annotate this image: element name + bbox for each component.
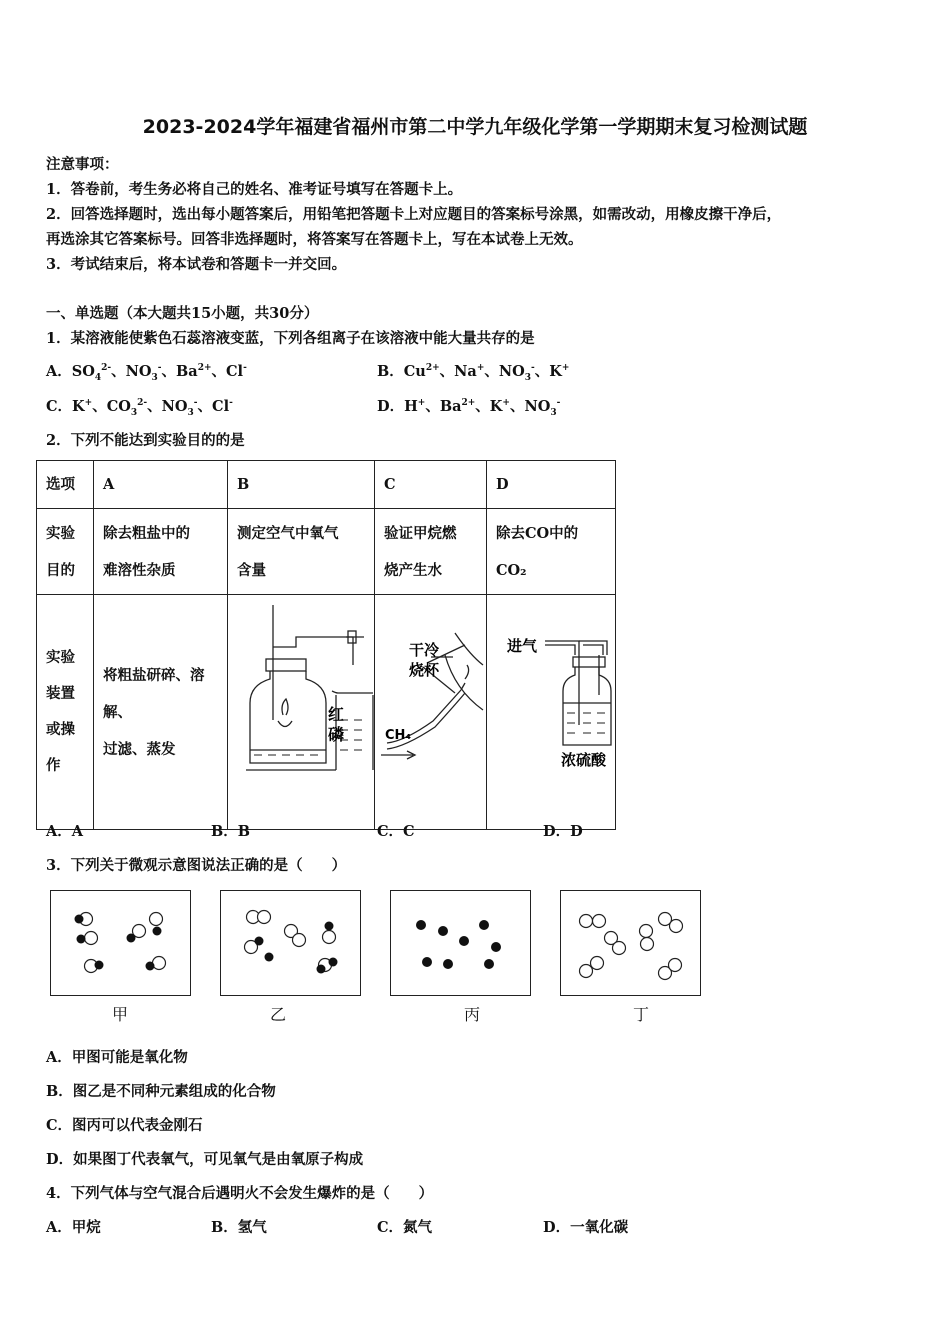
diagram-jia (50, 890, 191, 996)
red-phosphorus-label: 红 (328, 705, 345, 724)
diagram-bing (390, 890, 531, 996)
page-title: 2023-2024学年福建省福州市第二中学九年级化学第一学期期末复习检测试题 (142, 116, 808, 138)
cold-beaker-label: 干冷 (409, 641, 440, 659)
diagram-caption-bing: 丙 (464, 1005, 481, 1024)
device-a-cell: 将粗盐研碎、溶 解、 过滤、蒸发 (94, 595, 228, 830)
methane-combustion-figure (375, 595, 486, 815)
q3-option-a: A．甲图可能是氧化物 (46, 1049, 188, 1066)
purpose-label-cell: 实验 目的 (37, 509, 94, 595)
conc-sulfuric-acid-label: 浓硫酸 (561, 751, 607, 769)
device-label-cell: 实验 装置 或操 作 (37, 595, 94, 830)
purpose-b-cell: 测定空气中氧气 含量 (228, 509, 375, 595)
q3-stem: 3．下列关于微观示意图说法正确的是（ ） (46, 857, 347, 874)
table-header-cell: 选项 (37, 461, 94, 509)
diagram-caption-yi: 乙 (270, 1005, 287, 1024)
purpose-a-cell: 除去粗盐中的 难溶性杂质 (94, 509, 228, 595)
table-header-cell: C (375, 461, 487, 509)
notice-item-2b: 再选涂其它答案标号。回答非选择题时，将答案写在答题卡上，写在本试卷上无效。 (46, 231, 583, 248)
q1-option-d: D．H+、$Ba^{2+}$、K+、$NO_3^-$ (377, 398, 561, 418)
q4-option-a: A．甲烷 (46, 1219, 101, 1236)
experiment-table (36, 460, 616, 830)
device-d-cell (487, 595, 616, 830)
table-header-cell: B (228, 461, 375, 509)
q1-option-c: C．K+、$CO_3^{2-}$、$NO_3^-$、Cl- (46, 398, 233, 418)
q3-option-c: C．图丙可以代表金刚石 (46, 1117, 203, 1134)
device-c-cell (375, 595, 487, 830)
q4-option-b: B．氢气 (211, 1219, 267, 1236)
q2-option-d: D．D (543, 823, 583, 840)
notice-item-1: 1．答卷前，考生务必将自己的姓名、准考证号填写在答题卡上。 (46, 181, 463, 198)
diagram-yi (220, 890, 361, 996)
red-phosphorus-label: 磷 (328, 725, 345, 744)
q4-option-d: D．一氧化碳 (543, 1219, 629, 1236)
q3-option-b: B．图乙是不同种元素组成的化合物 (46, 1083, 276, 1100)
notice-heading: 注意事项： (46, 156, 119, 173)
oxygen-measure-apparatus-figure (228, 595, 374, 815)
diagram-ding (560, 890, 701, 996)
cold-beaker-label: 烧杯 (409, 661, 440, 679)
gas-inlet-label: 进气 (507, 637, 538, 655)
q1-option-b: B．$Cu^{2+}$、Na+、$NO_3^-$、K+ (377, 363, 570, 383)
table-header-cell: D (487, 461, 616, 509)
q2-stem: 2．下列不能达到实验目的的是 (46, 432, 245, 449)
q2-option-b: B．B (211, 823, 251, 840)
q3-option-d: D．如果图丁代表氧气，可见氧气是由氧原子构成 (46, 1151, 364, 1168)
q1-option-a: A．$SO_4^{2-}$、$NO_3^-$、$Ba^{2+}$、Cl- (46, 363, 247, 383)
purpose-c-cell: 验证甲烷燃 烧产生水 (375, 509, 487, 595)
notice-item-3: 3．考试结束后，将本试卷和答题卡一并交回。 (46, 256, 347, 273)
q4-stem: 4．下列气体与空气混合后遇明火不会发生爆炸的是（ ） (46, 1185, 434, 1202)
device-b-cell (228, 595, 375, 830)
q4-option-c: C．氮气 (377, 1219, 433, 1236)
q1-stem: 1．某溶液能使紫色石蕊溶液变蓝，下列各组离子在该溶液中能大量共存的是 (46, 330, 535, 347)
section-heading: 一、单选题（本大题共15小题，共30分） (46, 305, 319, 322)
table-header-cell: A (94, 461, 228, 509)
notice-item-2a: 2．回答选择题时，选出每小题答案后，用铅笔把答题卡上对应题目的答案标号涂黑，如需改动，用橡皮擦干净后， (46, 206, 782, 223)
methane-label: CH₄ (385, 728, 412, 743)
diagram-caption-ding: 丁 (633, 1005, 650, 1024)
diagram-caption-jia: 甲 (112, 1005, 129, 1024)
q2-option-a: A．A (46, 823, 84, 840)
purpose-d-cell: 除去CO中的 CO₂ (487, 509, 616, 595)
q2-option-c: C．C (377, 823, 415, 840)
gas-washing-bottle-figure (487, 595, 615, 815)
